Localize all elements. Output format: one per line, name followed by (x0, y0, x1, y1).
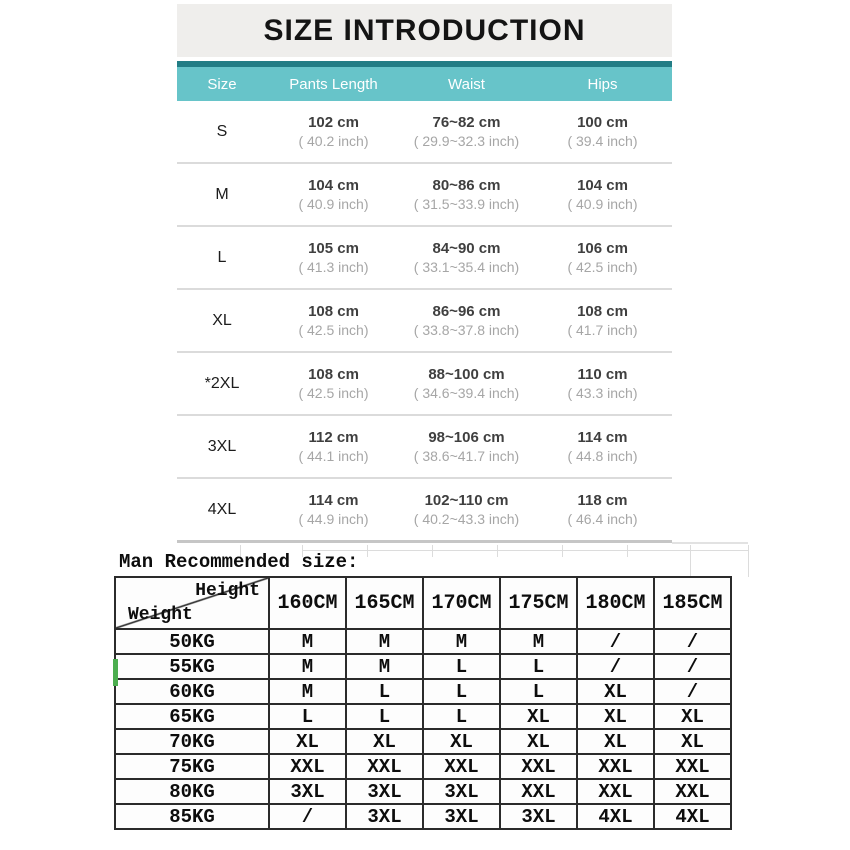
height-column-header: 160CM (269, 577, 346, 629)
recommended-table-row (115, 704, 731, 729)
recommended-size-cell: 3XL (423, 779, 500, 804)
cm-value: 104 cm (308, 176, 359, 194)
size-label: XL (212, 311, 232, 329)
height-column-header: 180CM (577, 577, 654, 629)
size-table-row (177, 101, 672, 164)
recommended-size-cell: L (423, 654, 500, 679)
cm-value: 112 cm (308, 428, 359, 446)
inch-value: ( 41.7 inch) (567, 321, 638, 338)
waist-cell (400, 176, 533, 214)
cm-value: 105 cm (308, 239, 359, 257)
weight-label: 50KG (115, 629, 269, 654)
cm-value: 118 cm (577, 491, 628, 509)
recommended-size-title: Man Recommended size: (119, 551, 359, 573)
inch-value: ( 40.9 inch) (567, 195, 638, 212)
size-table-row (177, 479, 672, 543)
page-title: SIZE INTRODUCTION (177, 4, 672, 57)
recommended-size-cell: / (654, 629, 731, 654)
pants-length-cell (267, 239, 400, 277)
recommended-table-row (115, 754, 731, 779)
recommended-size-cell: XL (500, 729, 577, 754)
recommended-size-cell: 3XL (500, 804, 577, 829)
height-column-header: 170CM (423, 577, 500, 629)
recommended-table-row (115, 729, 731, 754)
inch-value: ( 38.6~41.7 inch) (413, 447, 520, 464)
cm-value: 110 cm (577, 365, 628, 383)
cm-value: 76~82 cm (432, 113, 501, 131)
height-column-header: 185CM (654, 577, 731, 629)
recommended-size-table (114, 576, 732, 830)
recommended-table-body (115, 629, 731, 829)
recommended-size-cell: L (346, 704, 423, 729)
cm-value: 108 cm (308, 365, 359, 383)
recommended-table-row (115, 804, 731, 829)
pants-length-cell (267, 176, 400, 214)
size-label: 3XL (207, 437, 237, 455)
recommended-size-cell: / (654, 654, 731, 679)
recommended-size-cell: XL (346, 729, 423, 754)
recommended-header-row (115, 577, 731, 629)
cm-value: 102~110 cm (424, 491, 509, 509)
inch-value: ( 40.2~43.3 inch) (413, 510, 520, 527)
inch-value: ( 42.5 inch) (298, 321, 369, 338)
size-table-header (177, 61, 672, 101)
inch-value: ( 39.4 inch) (567, 132, 638, 149)
recommended-size-cell: L (423, 679, 500, 704)
pants-length-cell (267, 491, 400, 529)
recommended-size-cell: 3XL (423, 804, 500, 829)
recommended-size-cell: / (577, 629, 654, 654)
inch-value: ( 42.5 inch) (567, 258, 638, 275)
recommended-size-cell: XL (577, 704, 654, 729)
height-weight-corner-cell (115, 577, 269, 629)
recommended-table-row (115, 654, 731, 679)
recommended-size-cell: 3XL (346, 804, 423, 829)
recommended-size-cell: / (577, 654, 654, 679)
recommended-size-cell: XXL (500, 779, 577, 804)
corner-label-weight: Weight (128, 605, 193, 625)
size-label: *2XL (204, 374, 240, 392)
weight-label: 80KG (115, 779, 269, 804)
hips-cell (533, 302, 672, 340)
size-table-row (177, 353, 672, 416)
weight-label: 65KG (115, 704, 269, 729)
inch-value: ( 29.9~32.3 inch) (413, 132, 520, 149)
recommended-size-cell: XL (654, 704, 731, 729)
recommended-size-cell: XXL (269, 754, 346, 779)
ghost-gridline (672, 542, 748, 544)
inch-value: ( 44.1 inch) (298, 447, 369, 464)
recommended-size-cell: M (500, 629, 577, 654)
size-label: M (215, 185, 229, 203)
recommended-size-cell: L (500, 654, 577, 679)
cm-value: 104 cm (577, 176, 628, 194)
cm-value: 88~100 cm (428, 365, 505, 383)
recommended-size-cell: XL (500, 704, 577, 729)
cm-value: 102 cm (308, 113, 359, 131)
size-table-row (177, 227, 672, 290)
size-table-rows (177, 101, 672, 543)
inch-value: ( 40.2 inch) (298, 132, 369, 149)
inch-value: ( 34.6~39.4 inch) (413, 384, 520, 401)
inch-value: ( 44.8 inch) (567, 447, 638, 464)
recommended-size-cell: XXL (423, 754, 500, 779)
recommended-size-cell: XL (577, 729, 654, 754)
recommended-size-cell: XXL (500, 754, 577, 779)
green-selection-marker (113, 659, 118, 686)
pants-length-cell (267, 428, 400, 466)
cm-value: 100 cm (577, 113, 628, 131)
weight-label: 70KG (115, 729, 269, 754)
size-label: L (217, 248, 227, 266)
recommended-size-cell: 4XL (577, 804, 654, 829)
size-table-row (177, 416, 672, 479)
inch-value: ( 44.9 inch) (298, 510, 369, 527)
inch-value: ( 42.5 inch) (298, 384, 369, 401)
corner-label-height: Height (195, 581, 260, 601)
inch-value: ( 33.1~35.4 inch) (413, 258, 520, 275)
inch-value: ( 43.3 inch) (567, 384, 638, 401)
pants-length-cell (267, 302, 400, 340)
inch-value: ( 40.9 inch) (298, 195, 369, 212)
recommended-size-cell: XXL (577, 754, 654, 779)
waist-cell (400, 113, 533, 151)
hips-cell (533, 239, 672, 277)
recommended-size-cell: XXL (577, 779, 654, 804)
column-header-hips: Hips (587, 75, 618, 93)
recommended-size-cell: M (269, 654, 346, 679)
recommended-size-cell: M (269, 679, 346, 704)
weight-label: 75KG (115, 754, 269, 779)
recommended-size-cell: XL (423, 729, 500, 754)
size-label: 4XL (207, 500, 237, 518)
recommended-size-cell: XXL (654, 779, 731, 804)
cm-value: 108 cm (308, 302, 359, 320)
inch-value: ( 41.3 inch) (298, 258, 369, 275)
waist-cell (400, 428, 533, 466)
inch-value: ( 31.5~33.9 inch) (413, 195, 520, 212)
cm-value: 86~96 cm (432, 302, 501, 320)
recommended-size-cell: M (346, 654, 423, 679)
weight-label: 60KG (115, 679, 269, 704)
hips-cell (533, 365, 672, 403)
weight-label: 85KG (115, 804, 269, 829)
size-introduction-section (177, 4, 672, 543)
hips-cell (533, 491, 672, 529)
recommended-size-cell: XL (654, 729, 731, 754)
hips-cell (533, 113, 672, 151)
inch-value: ( 33.8~37.8 inch) (413, 321, 520, 338)
cm-value: 84~90 cm (432, 239, 501, 257)
pants-length-cell (267, 113, 400, 151)
recommended-size-cell: 3XL (346, 779, 423, 804)
recommended-size-cell: M (346, 629, 423, 654)
ghost-gridline (748, 545, 749, 577)
weight-label: 55KG (115, 654, 269, 679)
size-table-row (177, 290, 672, 353)
recommended-size-cell: L (346, 679, 423, 704)
recommended-table-row (115, 679, 731, 704)
waist-cell (400, 365, 533, 403)
waist-cell (400, 491, 533, 529)
recommended-size-cell: 3XL (269, 779, 346, 804)
recommended-size-cell: M (269, 629, 346, 654)
recommended-table-row (115, 629, 731, 654)
pants-length-cell (267, 365, 400, 403)
cm-value: 114 cm (577, 428, 628, 446)
recommended-table-row (115, 779, 731, 804)
recommended-size-cell: XL (269, 729, 346, 754)
recommended-size-cell: / (654, 679, 731, 704)
height-column-header: 175CM (500, 577, 577, 629)
recommended-size-cell: / (269, 804, 346, 829)
waist-cell (400, 302, 533, 340)
cm-value: 98~106 cm (428, 428, 505, 446)
recommended-size-cell: L (500, 679, 577, 704)
column-header-waist: Waist (448, 75, 485, 93)
hips-cell (533, 176, 672, 214)
height-column-header: 165CM (346, 577, 423, 629)
cm-value: 108 cm (577, 302, 628, 320)
column-header-size: Size (207, 75, 237, 93)
inch-value: ( 46.4 inch) (567, 510, 638, 527)
waist-cell (400, 239, 533, 277)
recommended-size-cell: 4XL (654, 804, 731, 829)
column-header-pants-length: Pants Length (289, 75, 378, 93)
hips-cell (533, 428, 672, 466)
recommended-size-cell: M (423, 629, 500, 654)
size-label: S (216, 122, 228, 140)
size-table-row (177, 164, 672, 227)
cm-value: 114 cm (308, 491, 359, 509)
recommended-size-section (114, 548, 732, 830)
cm-value: 80~86 cm (432, 176, 501, 194)
recommended-size-cell: L (423, 704, 500, 729)
recommended-size-cell: XXL (654, 754, 731, 779)
recommended-size-cell: XL (577, 679, 654, 704)
recommended-size-cell: XXL (346, 754, 423, 779)
cm-value: 106 cm (577, 239, 628, 257)
recommended-size-cell: L (269, 704, 346, 729)
